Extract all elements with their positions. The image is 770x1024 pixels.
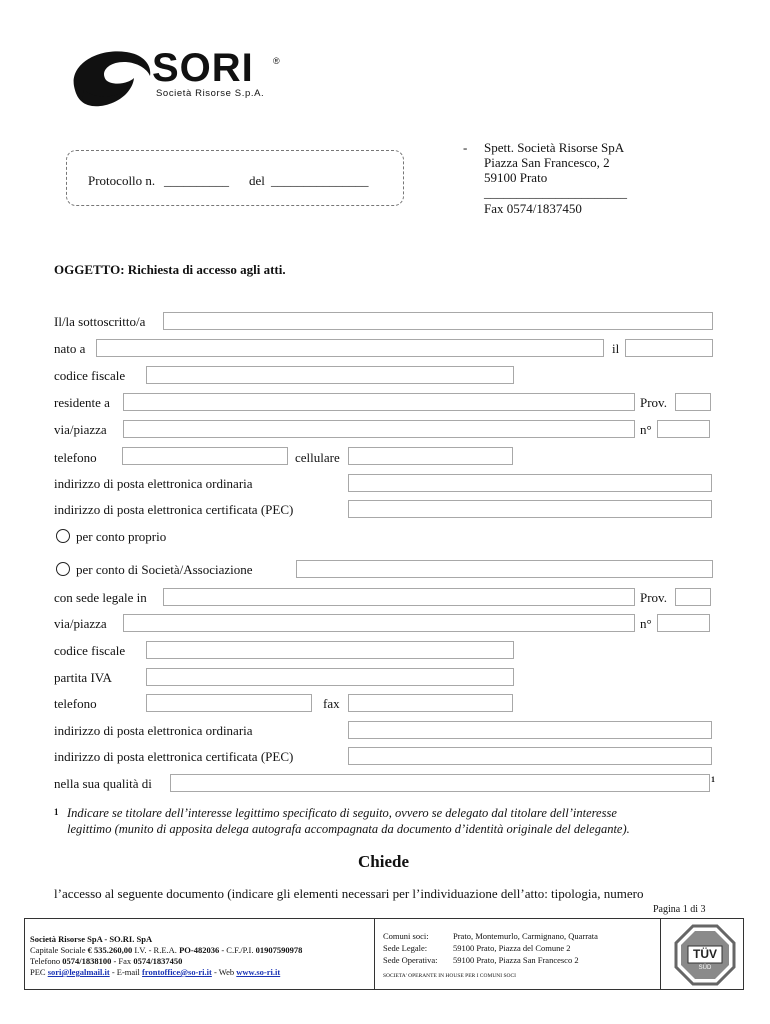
- company-street-input[interactable]: [123, 614, 635, 632]
- tuv-text: TÜV: [693, 947, 717, 961]
- footer-capital: [30, 945, 302, 955]
- company-behalf-label: per conto di Società/Associazione: [76, 562, 253, 577]
- pec-label: indirizzo di posta elettronica certificata (PEC): [54, 502, 294, 517]
- footer-fax-value: 0574/1837450: [133, 956, 183, 966]
- company-phone-input[interactable]: [146, 694, 312, 712]
- phone-label: telefono: [54, 450, 97, 465]
- company-pec-input[interactable]: [348, 747, 712, 765]
- undersigned-label: Il/la sottoscritto/a: [54, 314, 146, 329]
- footer-company: Società Risorse SpA - SO.RI. SpA: [30, 934, 153, 944]
- quality-footnote-mark: 1: [711, 775, 715, 784]
- vat-label: partita IVA: [54, 670, 112, 685]
- legal-seat-input[interactable]: [163, 588, 635, 606]
- own-behalf-radio[interactable]: [56, 529, 70, 543]
- footer-divider-1: [374, 918, 375, 990]
- mobile-input[interactable]: [348, 447, 513, 465]
- address-line-2: Piazza San Francesco, 2: [484, 155, 610, 170]
- residence-label: residente a: [54, 395, 110, 410]
- footer-legal-label: Sede Legale:: [383, 943, 428, 953]
- footer-contacts: [30, 967, 280, 977]
- birthplace-label: nato a: [54, 341, 86, 356]
- footer-operative-label: Sede Operativa:: [383, 955, 438, 965]
- company-tax-code-input[interactable]: [146, 641, 514, 659]
- company-street-label: via/piazza: [54, 616, 107, 631]
- company-email-input[interactable]: [348, 721, 712, 739]
- address-rule: ______________________: [484, 185, 627, 200]
- footnote-mark: 1: [54, 807, 59, 817]
- tuv-sub-text: SÜD: [698, 965, 712, 971]
- company-fax-label: fax: [323, 696, 340, 711]
- footer-web-label: - Web: [213, 967, 235, 977]
- logo-wordmark: SORI: [152, 46, 254, 90]
- request-heading: Chiede: [358, 852, 409, 871]
- company-pec-label: indirizzo di posta elettronica certificata (PEC): [54, 749, 294, 764]
- address-fax: Fax 0574/1837450: [484, 201, 582, 216]
- request-text: l’accesso al seguente documento (indicare gli elementi necessari per l’individuazione dell’atto: tipologia, numero: [54, 886, 644, 901]
- footer-members: Prato, Montemurlo, Carmignano, Quarrata: [453, 931, 598, 941]
- legal-seat-prov-label: Prov.: [640, 590, 667, 605]
- footer-phone: [30, 956, 182, 966]
- email-input[interactable]: [348, 474, 712, 492]
- undersigned-input[interactable]: [163, 312, 713, 330]
- company-email-label: indirizzo di posta elettronica ordinaria: [54, 723, 253, 738]
- footer-vat-label: - C.F./P.I.: [221, 945, 254, 955]
- footnote-line-2: legittimo (munito di apposita delega autografa accompagnata da documento d’identità originale del delegante).: [67, 822, 630, 836]
- vat-input[interactable]: [146, 668, 514, 686]
- footer-members-label: Comuni soci:: [383, 931, 429, 941]
- pec-input[interactable]: [348, 500, 712, 518]
- tax-code-label: codice fiscale: [54, 368, 126, 383]
- company-number-label: n°: [640, 616, 652, 631]
- footer-web-link[interactable]: www.so-ri.it: [236, 967, 281, 977]
- street-number-input[interactable]: [657, 420, 710, 438]
- residence-prov-input[interactable]: [675, 393, 711, 411]
- footer-capital-label: Capitale Sociale: [30, 945, 86, 955]
- footer-rea-label: I.V. - R.E.A.: [134, 945, 177, 955]
- footer-phone-label: Telefono: [30, 956, 61, 966]
- own-behalf-label: per conto proprio: [76, 529, 167, 544]
- footer-email-label: - E-mail: [111, 967, 140, 977]
- footer-divider-2: [660, 918, 661, 990]
- footer-legal: 59100 Prato, Piazza del Comune 2: [453, 943, 571, 953]
- mobile-label: cellulare: [295, 450, 340, 465]
- subject-heading: OGGETTO: Richiesta di accesso agli atti.: [54, 262, 286, 277]
- protocol-number-label: Protocollo n.: [88, 173, 156, 188]
- footer-vat-value: 01907590978: [255, 945, 303, 955]
- tuv-certification-badge: [674, 924, 736, 986]
- company-phone-label: telefono: [54, 696, 97, 711]
- birthdate-input[interactable]: [625, 339, 713, 357]
- protocol-number-blank[interactable]: __________: [164, 173, 229, 188]
- street-input[interactable]: [123, 420, 635, 438]
- footer-phone-value: 0574/1838100: [62, 956, 112, 966]
- registered-mark: ®: [273, 56, 280, 66]
- legal-seat-prov-input[interactable]: [675, 588, 711, 606]
- email-label: indirizzo di posta elettronica ordinaria: [54, 476, 253, 491]
- birthdate-label: il: [612, 341, 620, 356]
- address-dash: -: [463, 140, 468, 155]
- tax-code-input[interactable]: [146, 366, 514, 384]
- company-tax-code-label: codice fiscale: [54, 643, 126, 658]
- phone-input[interactable]: [122, 447, 288, 465]
- sori-logo-mark-icon: [68, 46, 152, 118]
- footer-rea-value: PO-482036: [179, 945, 220, 955]
- footer-fax-label: - Fax: [113, 956, 132, 966]
- address-line-1: Spett. Società Risorse SpA: [484, 140, 625, 155]
- street-label: via/piazza: [54, 422, 107, 437]
- footer-pec-link[interactable]: sori@legalmail.it: [47, 967, 110, 977]
- page-number: Pagina 1 di 3: [653, 904, 706, 915]
- company-fax-input[interactable]: [348, 694, 513, 712]
- legal-seat-label: con sede legale in: [54, 590, 147, 605]
- company-behalf-radio[interactable]: [56, 562, 70, 576]
- quality-label: nella sua qualità di: [54, 776, 152, 791]
- street-number-label: n°: [640, 422, 652, 437]
- footer-email-link[interactable]: frontoffice@so-ri.it: [142, 967, 212, 977]
- residence-prov-label: Prov.: [640, 395, 667, 410]
- footer-operative: 59100 Prato, Piazza San Francesco 2: [453, 955, 579, 965]
- footnote-line-1: Indicare se titolare dell’interesse legittimo specificato di seguito, ovvero se delegato dal titolare dell’interesse: [67, 806, 617, 820]
- protocol-date-blank[interactable]: _______________: [271, 173, 369, 188]
- logo-subtitle: Società Risorse S.p.A.: [156, 88, 265, 99]
- company-name-input[interactable]: [296, 560, 713, 578]
- residence-input[interactable]: [123, 393, 635, 411]
- protocol-date-label: del: [249, 173, 265, 188]
- quality-input[interactable]: [170, 774, 710, 792]
- birthplace-input[interactable]: [96, 339, 604, 357]
- footer-pec-label: PEC: [30, 967, 46, 977]
- company-number-input[interactable]: [657, 614, 710, 632]
- footer-capital-value: € 535.260,00: [87, 945, 133, 955]
- footer-inhouse: SOCIETA' OPERANTE IN HOUSE PER I COMUNI SOCI: [383, 973, 517, 979]
- address-line-3: 59100 Prato: [484, 170, 548, 185]
